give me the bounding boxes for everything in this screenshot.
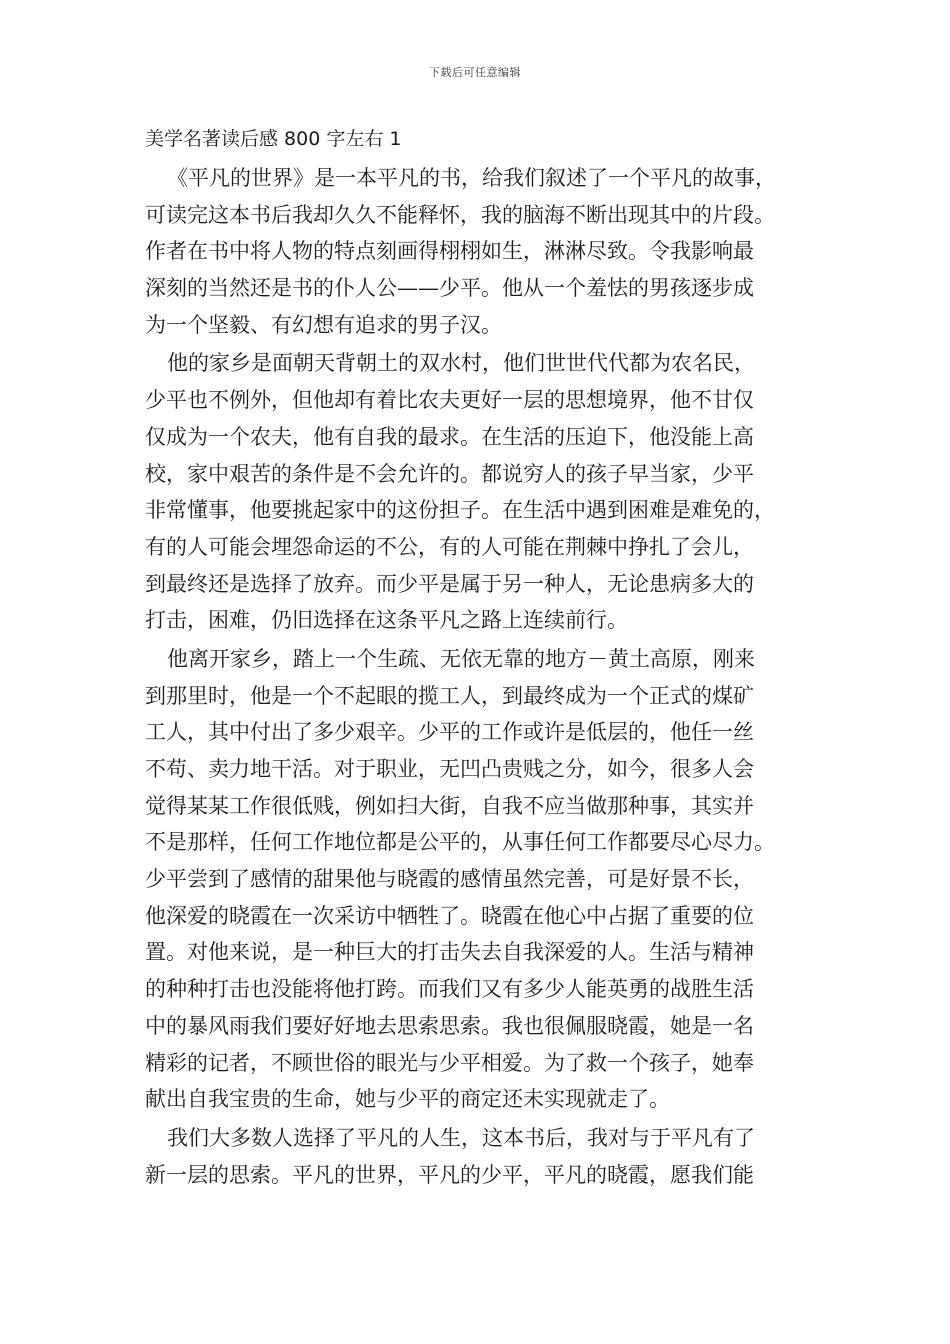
- paragraph-2: [145, 345, 825, 639]
- text-line: 作者在书中将人物的特点刻画得栩栩如生，淋淋尽致。令我影响最: [145, 239, 754, 264]
- text-line: 有的人可能会埋怨命运的不公，有的人可能在荆棘中挣扎了会儿，: [145, 534, 754, 559]
- text-line: 中的暴风雨我们要好好地去思索思索。我也很佩服晓霞，她是一名: [145, 1013, 754, 1038]
- text-line: 的种种打击也没能将他打跨。而我们又有多少人能英勇的战胜生活: [145, 977, 754, 1002]
- paragraph-3: [145, 641, 825, 1118]
- text-line: 仅成为一个农夫，他有自我的最求。在生活的压迫下，他没能上高: [145, 424, 754, 449]
- document-title: 美学名著读后感 800 字左右 1: [145, 128, 402, 150]
- text-line: 他深爱的晓霞在一次采访中牺牲了。晓霞在他心中占据了重要的位: [145, 903, 754, 928]
- text-line: 不是那样，任何工作地位都是公平的，从事任何工作都要尽心尽力。: [145, 830, 775, 855]
- text-line: 非常懂事，他要挑起家中的这份担子。在生活中遇到困难是难免的，: [145, 498, 775, 523]
- paragraph-4: [145, 1120, 825, 1193]
- text-line: 他离开家乡，踏上一个生疏、无依无靠的地方－黄土高原，刚来: [167, 646, 755, 671]
- text-line: 工人，其中付出了多少艰辛。少平的工作或许是低层的，他任一丝: [145, 720, 754, 745]
- text-line: 觉得某某工作很低贱，例如扫大街，自我不应当做那种事，其实并: [145, 793, 754, 818]
- text-line: 到最终还是选择了放弃。而少平是属于另一种人，无论患病多大的: [145, 571, 754, 596]
- text-line: 不苟、卖力地干活。对于职业，无凹凸贵贱之分，如今，很多人会: [145, 757, 754, 781]
- text-line: 为一个坚毅、有幻想有追求的男子汉。: [145, 312, 502, 337]
- text-line: 置。对他来说，是一种巨大的打击失去自我深爱的人。生活与精神: [145, 940, 754, 965]
- paragraph-1: [145, 160, 825, 343]
- text-line: 他的家乡是面朝天背朝土的双水村，他们世世代代都为农名民，: [167, 351, 755, 376]
- text-line: 可读完这本书后我却久久不能释怀，我的脑海不断出现其中的片段。: [145, 202, 775, 227]
- text-line: 少平尝到了感情的甜果他与晓霞的感情虽然完善，可是好景不长，: [145, 867, 754, 892]
- text-line: 到那里时，他是一个不起眼的揽工人，到最终成为一个正式的煤矿: [145, 683, 754, 708]
- text-line: 献出自我宝贵的生命，她与少平的商定还未实现就走了。: [145, 1087, 670, 1112]
- text-line: 新一层的思索。平凡的世界，平凡的少平，平凡的晓霞，愿我们能: [145, 1162, 754, 1187]
- text-line: 《平凡的世界》是一本平凡的书，给我们叙述了一个平凡的故事，: [167, 166, 776, 190]
- text-line: 少平也不例外，但他却有着比农夫更好一层的思想境界，他不甘仅: [145, 388, 754, 413]
- text-line: 校，家中艰苦的条件是不会允许的。都说穷人的孩子早当家，少平: [145, 461, 754, 486]
- text-line: 打击，困难，仍旧选择在这条平凡之路上连续前行。: [145, 608, 628, 633]
- document-body: [145, 160, 825, 1195]
- text-line: 深刻的当然还是书的仆人公——少平。他从一个羞怯的男孩逐步成: [145, 276, 754, 301]
- header-note: 下载后可任意编辑: [429, 66, 521, 79]
- text-line: 精彩的记者，不顾世俗的眼光与少平相爱。为了救一个孩子，她奉: [145, 1050, 754, 1075]
- text-line: 我们大多数人选择了平凡的人生，这本书后，我对与于平凡有了: [167, 1125, 755, 1150]
